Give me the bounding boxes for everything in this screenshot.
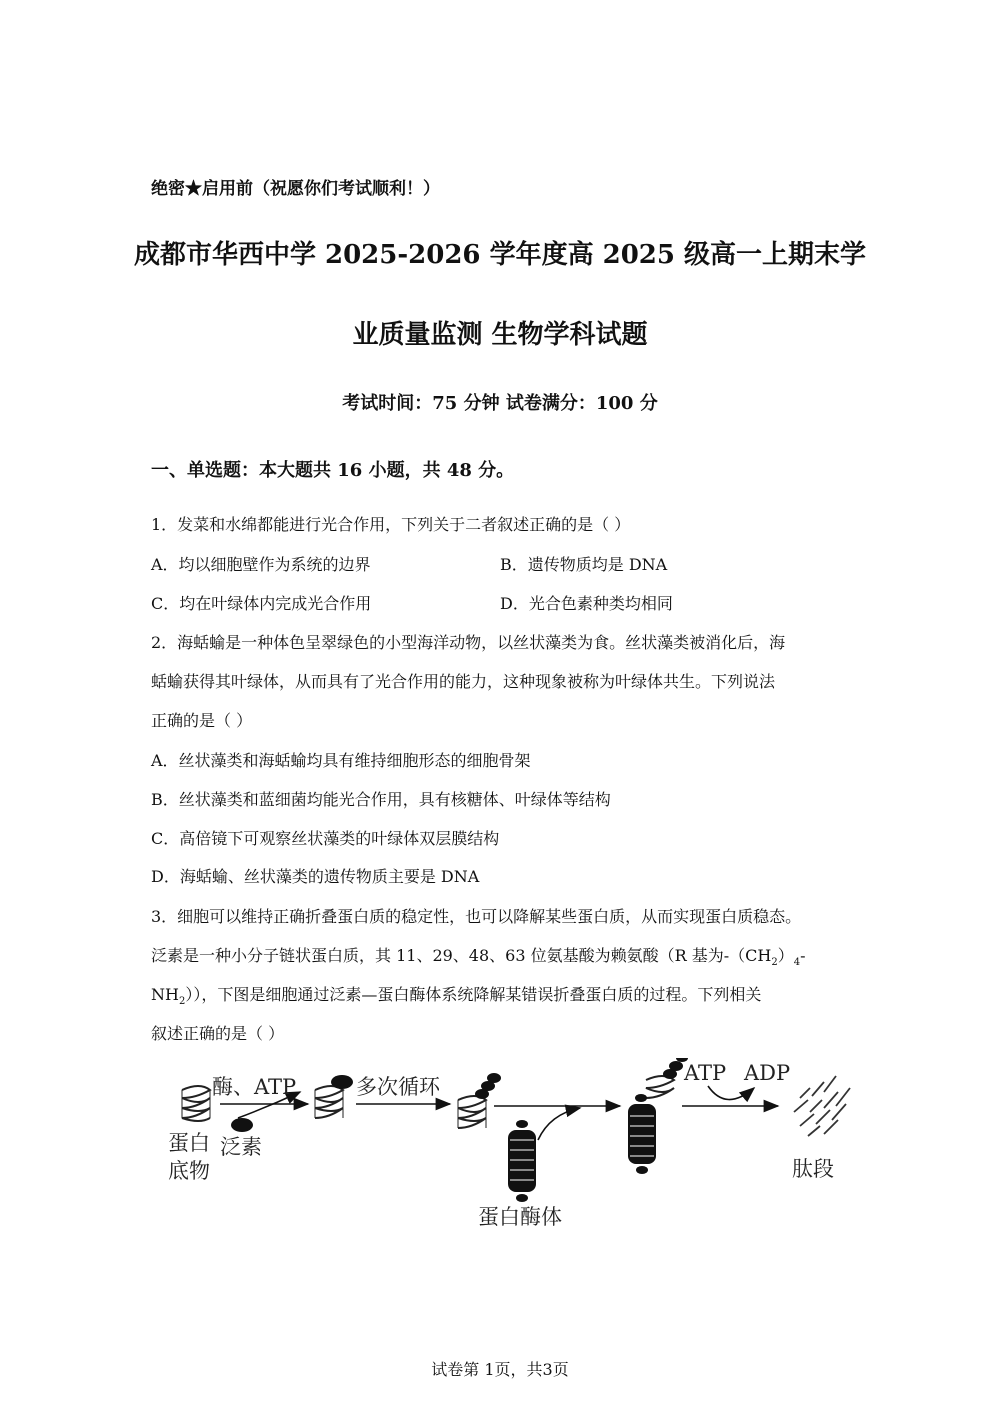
peptide-fragments-icon <box>794 1076 850 1136</box>
page-footer: 试卷第 1页，共3页 <box>431 1360 569 1379</box>
section-heading: 一、单选题：本大题共 16 小题，共 48 分。 <box>151 460 515 481</box>
label-proteasome: 蛋白酶体 <box>478 1205 562 1229</box>
question-1-option-c: C．均在叶绿体内完成光合作用 <box>151 594 372 613</box>
question-2-option-c: C．高倍镜下可观察丝状藻类的叶绿体双层膜结构 <box>151 829 500 848</box>
proteasome-arrow <box>538 1108 580 1140</box>
question-1-option-a: A．均以细胞壁作为系统的边界 <box>151 555 371 574</box>
label-protein-substrate-2: 底物 <box>168 1159 210 1183</box>
label-enzyme-atp: 酶、ATP <box>212 1075 297 1099</box>
exam-time-and-score: 考试时间：75 分钟 试卷满分：100 分 <box>342 393 658 414</box>
question-3-stem-line-1: 3．细胞可以维持正确折叠蛋白质的稳定性，也可以降解某些蛋白质，从而实现蛋白质稳态。 <box>151 907 802 926</box>
question-1-option-b: B．遗传物质均是 DNA <box>500 555 668 574</box>
question-3-stem-line-4: 叙述正确的是（ ） <box>151 1024 285 1043</box>
confidential-label: 绝密★启用前（祝愿你们考试顺利！） <box>151 179 440 199</box>
label-atp: ATP <box>684 1061 727 1085</box>
question-3-stem-line-2: 泛素是一种小分子链状蛋白质，其 11、29、48、63 位氨基酸为赖氨酸（R 基为$-(CH_2)_4-$ <box>151 946 806 969</box>
atp-hydrolysis-arrow <box>708 1086 754 1100</box>
polyubiquitinated-protein-coil <box>458 1096 486 1128</box>
polyubiquitin-chain <box>475 1073 501 1099</box>
proteasome-icon <box>508 1120 536 1202</box>
label-peptide-fragments: 肽段 <box>792 1157 834 1181</box>
proteasome-substrate-complex <box>628 1058 688 1174</box>
ubiquitin-molecule <box>231 1118 253 1132</box>
question-2-option-a: A．丝状藻类和海蛞蝓均具有维持细胞形态的细胞骨架 <box>151 751 531 770</box>
question-2-stem-line-2: 蛞蝓获得其叶绿体，从而具有了光合作用的能力，这种现象被称为叶绿体共生。下列说法 <box>151 672 776 691</box>
question-1-stem: 1．发菜和水绵都能进行光合作用，下列关于二者叙述正确的是（ ） <box>151 515 631 534</box>
attached-ubiquitin <box>331 1075 353 1089</box>
label-multiple-cycles: 多次循环 <box>356 1075 440 1099</box>
question-2-option-d: D．海蛞蝓、丝状藻类的遗传物质主要是 DNA <box>151 867 480 886</box>
exam-title-line-1: 成都市华西中学 2025-2026 学年度高 2025 级高一上期末学 <box>133 240 867 270</box>
question-3-stem-line-3: $NH_2$）），下图是细胞通过泛素—蛋白酶体系统降解某错误折叠蛋白质的过程。下列相关 <box>151 985 762 1008</box>
question-2-stem-line-1: 2．海蛞蝓是一种体色呈翠绿色的小型海洋动物，以丝状藻类为食。丝状藻类被消化后，海 <box>151 633 786 652</box>
exam-title-line-2: 业质量监测 生物学科试题 <box>352 320 648 350</box>
protein-substrate-coil <box>182 1086 210 1121</box>
question-2-option-b: B．丝状藻类和蓝细菌均能光合作用，具有核糖体、叶绿体等结构 <box>151 790 611 809</box>
question-1-option-d: D．光合色素种类均相同 <box>500 594 673 613</box>
ubiquitin-proteasome-diagram <box>160 1058 860 1238</box>
label-adp: ADP <box>744 1061 791 1085</box>
label-ubiquitin: 泛素 <box>220 1135 262 1159</box>
label-protein-substrate-1: 蛋白 <box>168 1131 210 1155</box>
question-2-stem-line-3: 正确的是（ ） <box>151 711 253 730</box>
tagged-protein-coil <box>315 1086 343 1118</box>
